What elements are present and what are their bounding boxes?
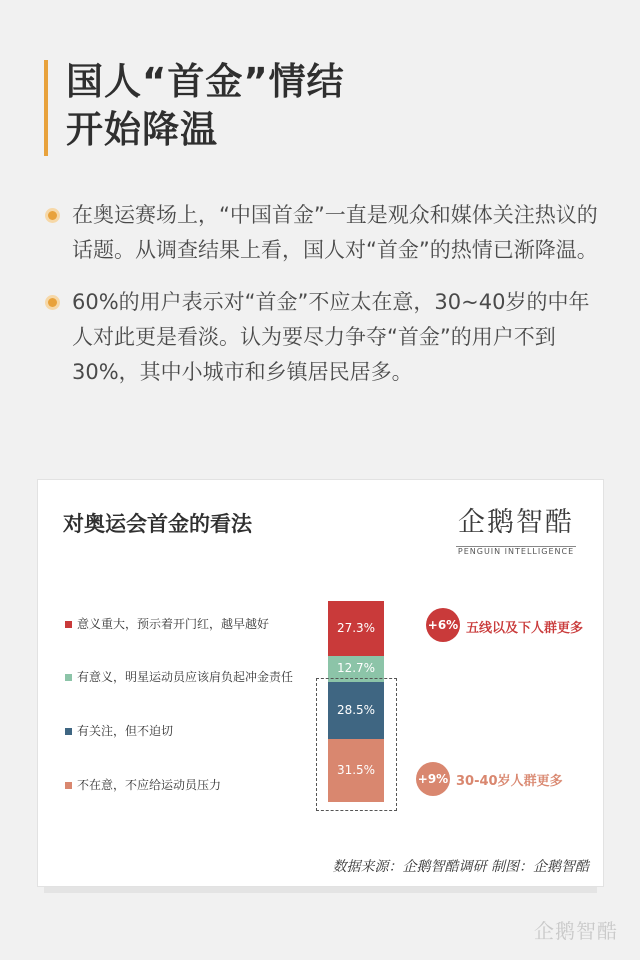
bar-value-label: 28.5% [336,702,376,717]
page-title-line-1: 国人“首金”情结 [66,60,345,103]
annotation-text: 30-40岁人群更多 [456,774,563,789]
chart-title: 对奥运会首金的看法 [63,512,252,536]
title-accent-bar [44,60,48,156]
legend-label: 不在意，不应给运动员压力 [77,778,222,792]
bar-value-label: 27.3% [336,620,376,635]
legend-item [65,668,293,685]
chart-source: 数据来源：企鹅智酷调研 制图：企鹅智酷 [332,859,589,875]
highlight-dashed-box [316,678,397,811]
bullet-text: 60%的用户表示对“首金”不应太在意，30~40岁的中年人对此更是看淡。认为要尽力争夺“首金”的用户不到30%，其中小城市和乡镇居民居多。 [72,290,590,384]
bar-segment [328,601,384,656]
footer-logo: 企鹅智酷 [534,919,618,943]
legend-item [65,722,173,739]
bullet-item [48,285,608,390]
bar-value-label: 31.5% [336,762,376,777]
card-shadow [44,887,597,893]
legend-label: 有意义，明星运动员应该肩负起冲金责任 [77,670,294,684]
bullet-dot-icon [48,211,57,220]
legend-swatch [65,728,72,735]
legend-swatch [65,782,72,789]
legend-item [65,776,221,793]
bar-value-label: 12.7% [336,661,376,675]
bullet-text: 在奥运赛场上，“中国首金”一直是观众和媒体关注热议的话题。从调查结果上看，国人对“首金”的热情已渐降温。 [72,203,598,262]
title-block [44,58,604,154]
bullet-item [48,198,608,268]
legend-label: 意义重大，预示着开门红，越早越好 [77,617,270,631]
annotation-badge: +9% [416,762,450,796]
bullet-dot-icon [48,298,57,307]
legend-item [65,615,269,632]
legend-swatch [65,674,72,681]
annotation-badge: +6% [426,608,460,642]
chart-card [37,479,604,887]
legend-label: 有关注，但不迫切 [77,724,174,738]
page-title-line-2: 开始降温 [66,108,218,151]
brand-logo-subtitle: PENGUIN INTELLIGENCE [457,547,575,556]
brand-logo [451,500,581,558]
legend-swatch [65,621,72,628]
brand-logo-text: 企鹅智酷 [458,507,574,538]
annotation-text: 五线以及下人群更多 [466,621,584,636]
bullet-list [48,198,608,407]
